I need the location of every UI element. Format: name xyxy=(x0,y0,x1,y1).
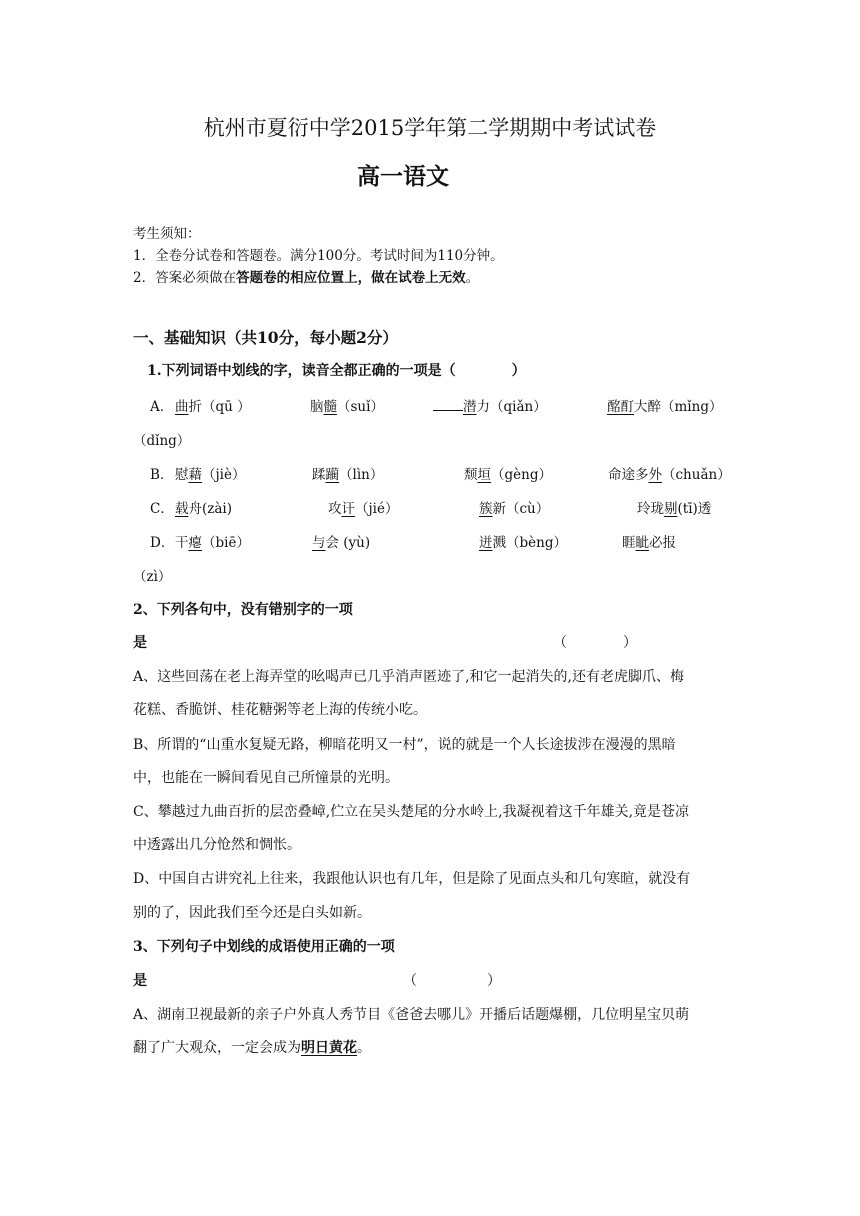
q1-option-b-label: B． xyxy=(150,467,174,483)
q2-option-d-line-2: 别的了，因此我们至今还是白头如新。 xyxy=(133,905,371,921)
q1-stem: 1.下列词语中划线的字，读音全都正确的一项是（ ） xyxy=(147,363,526,379)
q1-option-d-item-2: 与会 (yù) xyxy=(312,535,371,551)
q1-option-a-item-4: 酩酊大醉（mǐng） xyxy=(607,399,723,415)
notice-line-2-pre: 2．答案必须做在 xyxy=(133,270,237,286)
q1-option-c-label: C． xyxy=(150,501,174,517)
notice-line-1: 1．全卷分试卷和答题卷。满分100分。考试时间为110分钟。 xyxy=(133,248,504,264)
q2-option-a-line-2: 花糕、香脆饼、桂花糖粥等老上海的传统小吃。 xyxy=(133,702,427,718)
q1-option-c-item-3: 簇新（cù） xyxy=(479,501,550,517)
q2-option-b-line-1: B、所谓的“山重水复疑无路，柳暗花明又一村”，说的就是一个人长途拔涉在漫漫的黑暗 xyxy=(133,737,676,753)
q1-option-b-item-4: 命途多外（chuǎn） xyxy=(608,467,731,483)
q1-option-a-item-3: 潜力（qiǎn） xyxy=(433,395,547,415)
q1-option-a-item-2: 脑髓（suǐ） xyxy=(310,399,384,415)
idiom-underlined: 明日黄花 xyxy=(301,1040,357,1056)
q1-option-b-item-3: 颓垣（gèng） xyxy=(464,467,552,483)
q1-option-d-item-4: 睚眦必报 xyxy=(622,535,676,551)
notice-line-2-post: 。 xyxy=(465,270,480,286)
q1-option-d-label: D． xyxy=(150,535,175,551)
q2-option-c-line-2: 中透露出几分怆然和惆怅。 xyxy=(133,837,301,853)
notice-heading: 考生须知： xyxy=(133,226,201,242)
q2-stem-2: 是 xyxy=(133,635,147,651)
q3-option-a-line-1: A、湖南卫视最新的亲子户外真人秀节目《爸爸去哪儿》开播后话题爆棚，几位明星宝贝萌 xyxy=(133,1007,690,1023)
notice-line-2 xyxy=(133,266,479,286)
q3-option-a-line-2: 翻了广大观众，一定会成为明日黄花。 xyxy=(133,1040,371,1056)
q3-answer-paren: （ ） xyxy=(403,973,501,989)
section-1-heading: 一、基础知识（共10分，每小题2分） xyxy=(133,328,398,347)
q1-option-d-item-1: 干瘪（biē） xyxy=(175,535,250,551)
q1-option-d-wrap: （zì） xyxy=(133,569,172,585)
underline-blank xyxy=(433,396,463,411)
q1-option-a-item-1: 曲折（qū ） xyxy=(175,399,251,415)
q2-option-b-line-2: 中，也能在一瞬间看见自己所憧景的光明。 xyxy=(133,770,399,786)
q1-option-a-label: A． xyxy=(150,399,174,415)
q2-stem: 2、下列各句中，没有错别字的一项 xyxy=(133,602,353,618)
exam-subject: 高一语文 xyxy=(357,163,449,190)
notice-line-2-bold: 答题卷的相应位置上，做在试卷上无效 xyxy=(236,270,466,286)
q2-option-d-line-1: D、中国自古讲究礼上往来，我跟他认识也有几年，但是除了见面点头和几句寒暄，就没有 xyxy=(133,871,691,887)
q1-option-c-item-2: 攻讦（jié） xyxy=(328,501,399,517)
exam-title: 杭州市夏衍中学2015学年第二学期期中考试试卷 xyxy=(203,116,657,140)
q1-option-c-item-4: 玲珑剔(tī)透 xyxy=(637,501,712,517)
q3-stem-2: 是 xyxy=(133,973,147,989)
q1-option-b-item-2: 蹂躏（lìn） xyxy=(312,467,384,483)
q3-stem: 3、下列句子中划线的成语使用正确的一项 xyxy=(133,939,395,955)
q1-option-b-item-1: 慰藉（jiè） xyxy=(175,467,246,483)
q2-answer-paren: （ ） xyxy=(553,635,637,651)
q1-option-d-item-3: 迸溅（bèng） xyxy=(479,535,567,551)
q1-option-c-item-1: 载舟(zài) xyxy=(175,501,233,517)
q2-option-a-line-1: A、这些回荡在老上海弄堂的吆喝声已几乎消声匿迹了,和它一起消失的,还有老虎脚爪、梅 xyxy=(133,669,685,685)
q1-option-a-wrap: （dǐng） xyxy=(133,433,191,449)
q2-option-c-line-1: C、攀越过九曲百折的层峦叠嶂,伫立在吴头楚尾的分水岭上,我凝视着这千年雄关,竟是苍凉 xyxy=(133,804,690,820)
